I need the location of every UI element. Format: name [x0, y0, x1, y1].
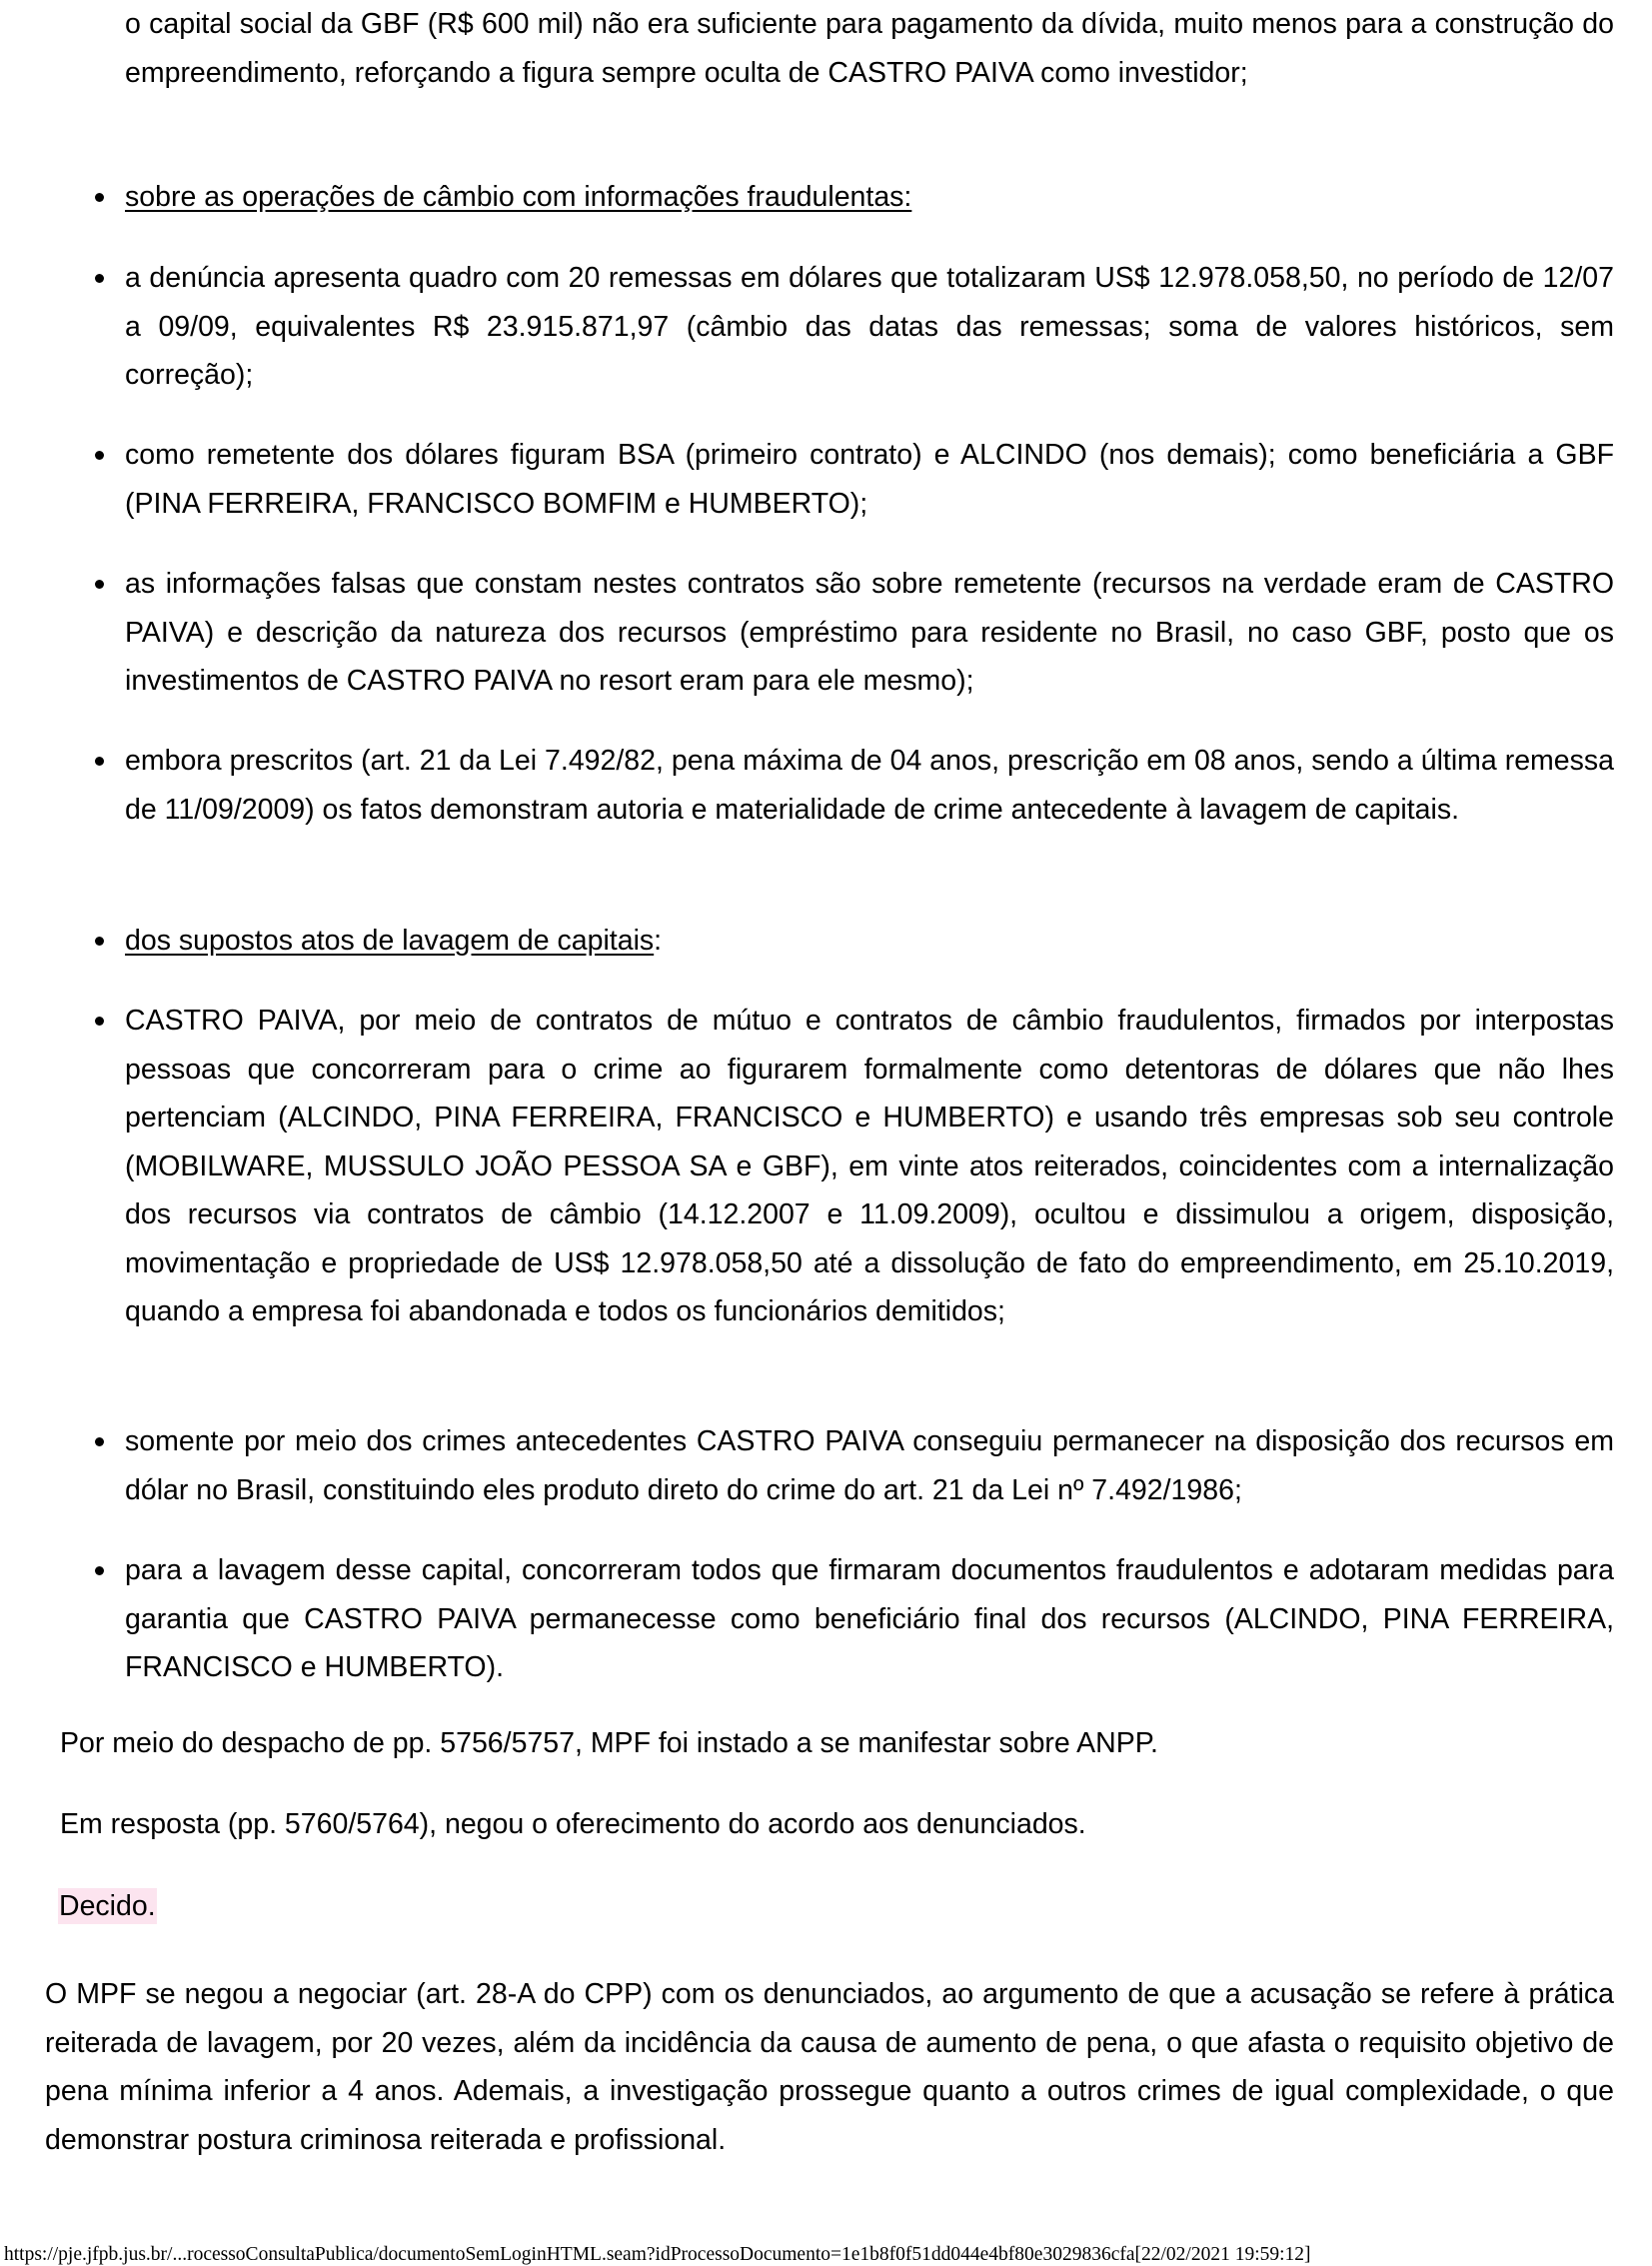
paragraph-mpf [45, 1970, 1614, 2164]
paragraph-text: O MPF se negou a negociar (art. 28-A do CPP) com os denunciados, ao argumento de que a acusação se refere à prática reiterada de lavagem, por 20 vezes, além da incidência da causa de aumento de pena, o que afasta o requisito objetivo de pena mínima inferior a 4 anos. Ademais, a investigação prossegue quanto a outros crimes de igual complexidade, o que demonstrar postura criminosa reiterada e profissional. [45, 1978, 1614, 2156]
list-item [125, 737, 1614, 834]
list-item-text: o capital social da GBF (R$ 600 mil) não era suficiente para pagamento da dívida, muito menos para a construção do empreendimento, reforçando a figura sempre oculta de CASTRO PAIVA como investidor; [125, 8, 1614, 89]
list-item-text: CASTRO PAIVA, por meio de contratos de mútuo e contratos de câmbio fraudulentos, firmados por interpostas pessoas que concorreram para o crime ao figurarem formalmente como detentoras de dólares que não lhes pertenciam (ALCINDO, PINA FERREIRA, FRANCISCO e HUMBERTO) e usando três empresas sob seu controle (MOBILWARE, MUSSULO JOÃO PESSOA SA e GBF), em vinte atos reiterados, coincidentes com a internalização dos recursos via contratos de câmbio (14.12.2007 e 11.09.2009), ocultou e dissimulou a origem, disposição, movimentação e propriedade de US$ 12.978.058,50 até a dissolução de fato do empreendimento, em 25.10.2019, quando a empresa foi abandonada e todos os funcionários demitidos; [125, 1005, 1614, 1327]
paragraph-decido [58, 1882, 1617, 1931]
list-item-text: as informações falsas que constam nestes contratos são sobre remetente (recursos na verdade eram de CASTRO PAIVA) e descrição da natureza dos recursos (empréstimo para residente no Brasil, no caso GBF, posto que os investimentos de CASTRO PAIVA no resort eram para ele mesmo); [125, 568, 1614, 697]
list-item [125, 431, 1614, 528]
section-heading-cambio: sobre as operações de câmbio com informações fraudulentas: [125, 181, 912, 213]
list-item-text: como remetente dos dólares figuram BSA (primeiro contrato) e ALCINDO (nos demais); como beneficiária a GBF (PINA FERREIRA, FRANCISCO BOMFIM e HUMBERTO); [125, 439, 1614, 520]
list-item [125, 917, 1614, 966]
list-item [125, 997, 1614, 1336]
list-item-text: somente por meio dos crimes antecedentes CASTRO PAIVA conseguiu permanecer na disposição dos recursos em dólar no Brasil, constituindo eles produto direto do crime do art. 21 da Lei nº 7.492/1986; [125, 1425, 1614, 1506]
bullet-dot-icon [95, 757, 104, 766]
list-item [125, 254, 1614, 400]
heading-suffix: : [654, 925, 663, 957]
list-item-text: embora prescritos (art. 21 da Lei 7.492/82, pena máxima de 04 anos, prescrição em 08 anos, sendo a última remessa de 11/09/2009) os fatos demonstram autoria e materialidade de crime antecedente à lavagem de capitais. [125, 745, 1614, 826]
bullet-dot-icon [95, 451, 104, 460]
bullet-dot-icon [95, 937, 104, 946]
paragraph-text: Em resposta (pp. 5760/5764), negou o oferecimento do acordo aos denunciados. [60, 1808, 1086, 1840]
list-item-text: a denúncia apresenta quadro com 20 remessas em dólares que totalizaram US$ 12.978.058,50, no período de 12/07 a 09/09, equivalentes R$ 23.915.871,97 (câmbio das datas das remessas; soma de valores históricos, sem correção); [125, 262, 1614, 391]
bullet-dot-icon [95, 1566, 104, 1575]
decido-highlight: Decido. [59, 1890, 156, 1922]
list-item [125, 1546, 1614, 1692]
page-footer-url: https://pje.jfpb.jus.br/...rocessoConsultaPublica/documentoSemLoginHTML.seam?idProcessoDocumento=1e1b8f0f51dd044e4bf80e3029836cfa[22/02/2021 19:59:12] [4, 2244, 1311, 2265]
list-item [125, 1417, 1614, 1514]
paragraph-resposta [60, 1800, 1619, 1849]
list-item-text: para a lavagem desse capital, concorreram todos que firmaram documentos fraudulentos e adotaram medidas para garantia que CASTRO PAIVA permanecesse como beneficiário final dos recursos (ALCINDO, PINA FERREIRA, FRANCISCO e HUMBERTO). [125, 1554, 1614, 1683]
section-heading-lavagem: dos supostos atos de lavagem de capitais [125, 925, 655, 957]
bullet-dot-icon [95, 274, 104, 283]
bullet-dot-icon [95, 580, 104, 589]
list-item [125, 0, 1614, 97]
bullet-dot-icon [95, 1017, 104, 1026]
paragraph-despacho [60, 1719, 1619, 1768]
bullet-dot-icon [95, 193, 104, 202]
paragraph-text: Por meio do despacho de pp. 5756/5757, MPF foi instado a se manifestar sobre ANPP. [60, 1727, 1158, 1759]
bullet-dot-icon [95, 1437, 104, 1446]
list-item [125, 173, 1614, 222]
list-item [125, 560, 1614, 706]
